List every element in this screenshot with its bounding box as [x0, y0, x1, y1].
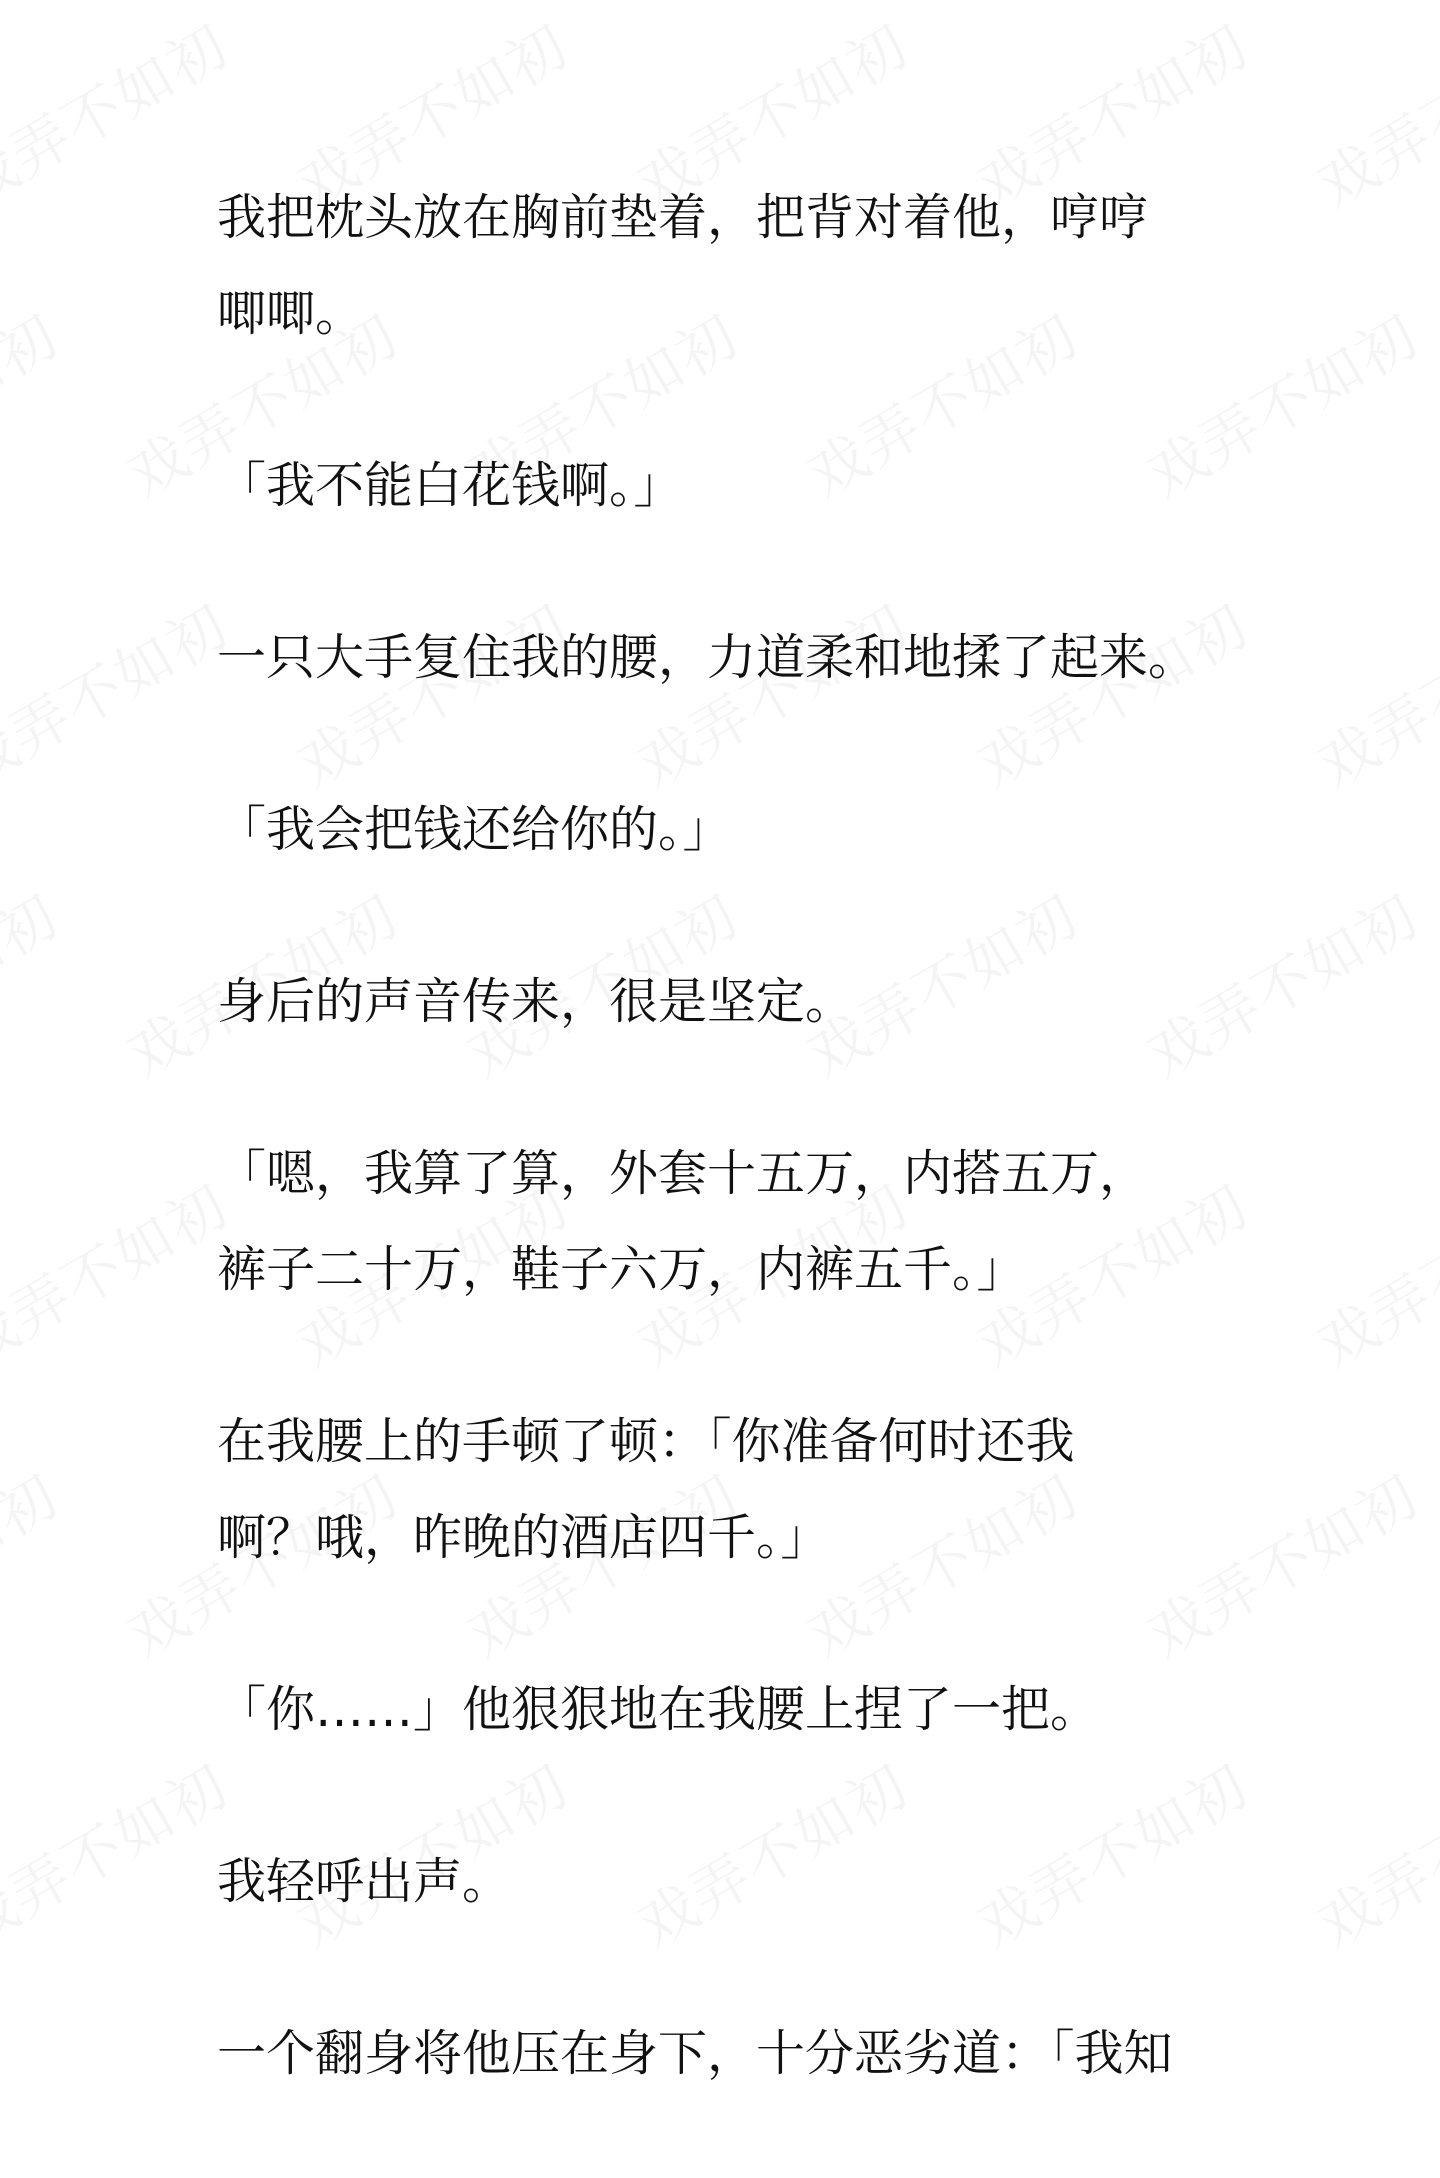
watermark-text: [0, 290, 72, 513]
paragraph-1: 我把枕头放在胸前垫着，把背对着他，哼哼 唧唧。: [217, 189, 1149, 342]
paragraph-10: 一个翻身将他压在身下，十分恶劣道：「我知: [217, 2025, 1173, 2082]
watermark-text: [0, 2030, 72, 2036]
watermark-text: [0, 0, 242, 223]
watermark-text: [0, 1740, 242, 1963]
paragraph-5: 身后的声音传来，很是坚定。: [217, 973, 855, 1030]
document-body: [217, 170, 1257, 2178]
watermark-text: [0, 1450, 72, 1673]
watermark-text: [0, 580, 242, 803]
watermark-text: [1300, 1740, 1440, 1963]
watermark-text: [1300, 0, 1440, 223]
watermark-text: [1300, 1160, 1440, 1383]
paragraph-7: 在我腰上的手顿了顿：「你准备何时还我 啊？哦，昨晚的酒店四千。」: [217, 1413, 1075, 1566]
watermark-text: [1300, 580, 1440, 803]
paragraph-2: 「我不能白花钱啊。」: [217, 457, 683, 514]
watermark-text: [0, 1160, 242, 1383]
paragraph-4: 「我会把钱还给你的。」: [217, 801, 732, 858]
paragraph-9: 我轻呼出声。: [217, 1853, 512, 1910]
paragraph-6: 「嗯，我算了算，外套十五万，内搭五万， 裤子二十万，鞋子六万，内裤五千。」: [217, 1145, 1149, 1298]
paragraph-8: 「你……」他狠狠地在我腰上捏了一把。: [217, 1681, 1100, 1738]
paragraph-3: 一只大手复住我的腰，力道柔和地揉了起来。: [217, 629, 1198, 686]
watermark-text: [0, 870, 72, 1093]
